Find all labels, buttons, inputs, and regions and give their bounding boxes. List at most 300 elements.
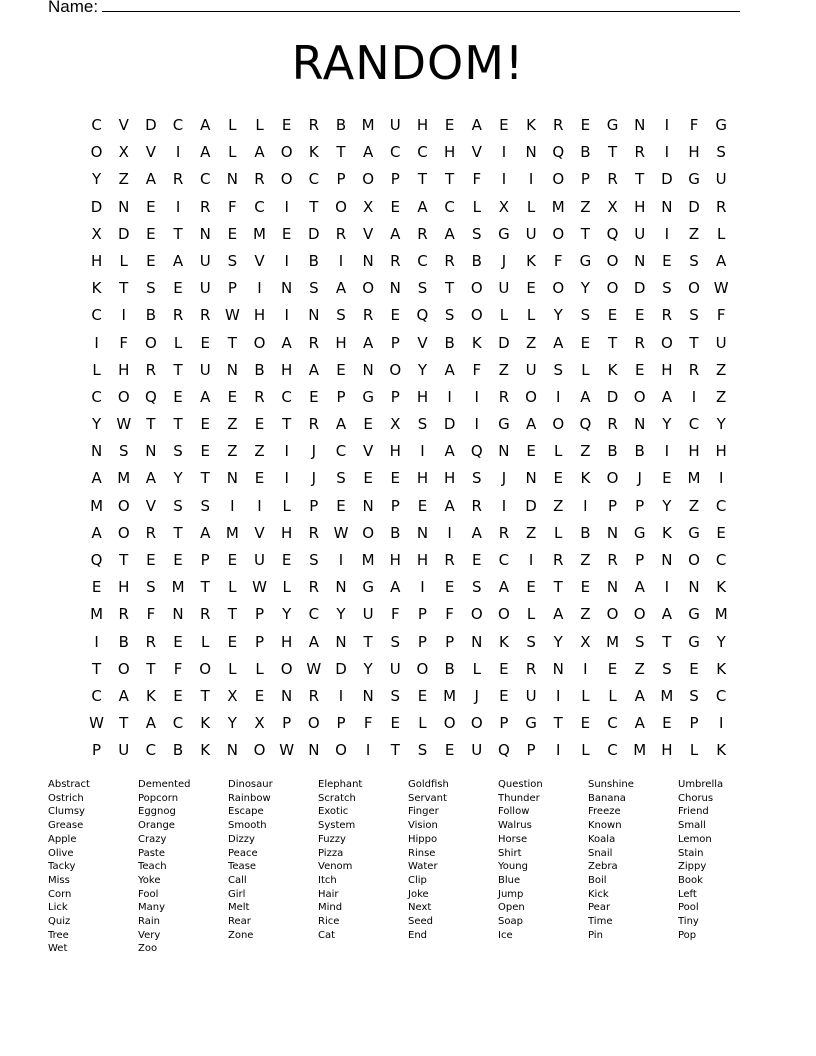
grid-letter[interactable]: E <box>390 714 401 733</box>
grid-letter[interactable]: I <box>691 387 697 406</box>
grid-letter[interactable]: V <box>363 224 374 243</box>
grid-letter[interactable]: T <box>336 143 346 162</box>
grid-letter[interactable]: P <box>282 714 292 733</box>
grid-letter[interactable]: A <box>634 578 645 597</box>
grid-letter[interactable]: B <box>172 741 184 760</box>
grid-letter[interactable]: A <box>634 714 645 733</box>
grid-letter[interactable]: N <box>606 578 619 597</box>
name-field[interactable] <box>48 0 740 17</box>
grid-letter[interactable]: V <box>363 442 374 461</box>
grid-letter[interactable]: C <box>390 143 401 162</box>
grid-letter[interactable]: A <box>471 116 482 134</box>
grid-letter[interactable]: L <box>581 686 590 705</box>
grid-letter[interactable]: K <box>145 686 156 705</box>
grid-letter[interactable]: A <box>444 360 455 379</box>
grid-letter[interactable]: S <box>634 632 645 651</box>
grid-letter[interactable]: D <box>606 387 619 406</box>
grid-letter[interactable]: Q <box>470 442 483 461</box>
grid-letter[interactable]: Z <box>525 523 537 542</box>
grid-letter[interactable]: L <box>472 659 481 678</box>
grid-letter[interactable]: E <box>146 197 156 216</box>
grid-letter[interactable]: V <box>254 251 265 270</box>
grid-letter[interactable]: I <box>230 496 235 515</box>
grid-letter[interactable]: N <box>661 197 673 216</box>
grid-letter[interactable]: P <box>92 741 102 760</box>
grid-letter[interactable]: S <box>472 469 482 488</box>
grid-letter[interactable]: R <box>145 632 157 651</box>
grid-letter[interactable]: O <box>606 605 619 624</box>
grid-letter[interactable]: E <box>390 197 401 216</box>
grid-letter[interactable]: O <box>307 714 320 733</box>
grid-letter[interactable]: E <box>607 659 618 678</box>
grid-letter[interactable]: H <box>416 551 429 569</box>
grid-letter[interactable]: Q <box>90 551 103 569</box>
grid-letter[interactable]: R <box>335 224 347 243</box>
grid-letter[interactable]: U <box>715 333 727 352</box>
grid-letter[interactable]: O <box>280 659 293 678</box>
grid-letter[interactable]: E <box>607 306 618 325</box>
grid-letter[interactable]: L <box>119 251 128 270</box>
grid-letter[interactable]: I <box>338 686 344 705</box>
grid-letter[interactable]: R <box>199 306 211 325</box>
grid-letter[interactable]: S <box>118 442 129 461</box>
grid-letter[interactable]: N <box>226 170 238 189</box>
grid-letter[interactable]: S <box>689 306 699 325</box>
grid-letter[interactable]: V <box>118 116 129 134</box>
grid-letter[interactable]: Z <box>498 360 510 379</box>
grid-letter[interactable]: D <box>117 224 130 243</box>
grid-letter[interactable]: E <box>526 578 536 597</box>
grid-letter[interactable]: E <box>553 469 563 488</box>
grid-letter[interactable]: L <box>255 659 264 678</box>
grid-letter[interactable]: P <box>608 496 618 515</box>
grid-letter[interactable]: O <box>90 143 103 162</box>
grid-letter[interactable]: H <box>661 360 673 379</box>
grid-letter[interactable]: Z <box>716 360 727 379</box>
grid-letter[interactable]: D <box>145 116 157 134</box>
grid-letter[interactable]: O <box>525 387 537 406</box>
grid-letter[interactable]: O <box>470 714 483 733</box>
grid-letter[interactable]: T <box>200 686 210 705</box>
grid-letter[interactable]: I <box>664 224 670 243</box>
grid-letter[interactable]: E <box>336 496 346 515</box>
grid-letter[interactable]: E <box>499 686 509 705</box>
grid-letter[interactable]: S <box>336 306 346 325</box>
grid-letter[interactable]: M <box>551 197 565 216</box>
grid-letter[interactable]: Z <box>580 442 591 461</box>
grid-letter[interactable]: P <box>526 741 536 760</box>
grid-letter[interactable]: R <box>634 143 645 162</box>
grid-letter[interactable]: W <box>252 578 267 597</box>
grid-letter[interactable]: R <box>308 686 320 705</box>
grid-letter[interactable]: E <box>499 659 509 678</box>
grid-letter[interactable]: R <box>362 306 374 325</box>
grid-letter[interactable]: A <box>553 333 564 352</box>
grid-letter[interactable]: A <box>254 143 265 162</box>
grid-letter[interactable]: L <box>716 224 726 243</box>
grid-letter[interactable]: P <box>200 551 210 569</box>
grid-letter[interactable]: S <box>309 279 319 298</box>
grid-letter[interactable]: L <box>499 306 509 325</box>
grid-letter[interactable]: A <box>91 523 102 542</box>
grid-letter[interactable]: I <box>338 251 344 270</box>
grid-letter[interactable]: S <box>472 224 482 243</box>
grid-letter[interactable]: Q <box>498 741 510 760</box>
grid-letter[interactable]: I <box>664 442 670 461</box>
grid-letter[interactable]: A <box>145 714 157 733</box>
grid-letter[interactable]: I <box>528 170 534 189</box>
grid-letter[interactable]: N <box>362 496 374 515</box>
grid-letter[interactable]: A <box>200 523 211 542</box>
grid-letter[interactable]: R <box>607 551 618 569</box>
grid-letter[interactable]: U <box>525 686 537 705</box>
grid-letter[interactable]: R <box>634 333 645 352</box>
grid-letter[interactable]: R <box>661 306 673 325</box>
grid-letter[interactable]: S <box>173 496 183 515</box>
grid-letter[interactable]: E <box>200 442 210 461</box>
grid-letter[interactable]: Z <box>688 496 700 515</box>
grid-letter[interactable]: M <box>687 469 701 488</box>
grid-letter[interactable]: K <box>716 659 727 678</box>
grid-letter[interactable]: M <box>90 605 104 624</box>
grid-letter[interactable]: E <box>526 442 536 461</box>
grid-letter[interactable]: S <box>444 306 455 325</box>
grid-letter[interactable]: A <box>661 387 672 406</box>
grid-letter[interactable]: Q <box>579 415 592 434</box>
grid-letter[interactable]: U <box>389 659 401 678</box>
grid-letter[interactable]: E <box>281 116 292 134</box>
grid-letter[interactable]: S <box>689 686 699 705</box>
grid-letter[interactable]: G <box>688 170 700 189</box>
grid-letter[interactable]: F <box>119 333 129 352</box>
grid-letter[interactable]: T <box>417 170 428 189</box>
grid-letter[interactable]: K <box>716 741 727 760</box>
grid-letter[interactable]: T <box>635 170 645 189</box>
grid-letter[interactable]: E <box>227 387 238 406</box>
grid-letter[interactable]: O <box>606 279 619 298</box>
grid-letter[interactable]: E <box>417 686 428 705</box>
grid-letter[interactable]: O <box>144 333 157 352</box>
grid-letter[interactable]: R <box>145 360 157 379</box>
grid-letter[interactable]: A <box>200 116 211 134</box>
grid-letter[interactable]: A <box>634 686 645 705</box>
grid-letter[interactable]: O <box>443 714 456 733</box>
grid-letter[interactable]: I <box>664 143 670 162</box>
grid-letter[interactable]: L <box>282 578 291 597</box>
grid-letter[interactable]: I <box>284 306 289 325</box>
grid-letter[interactable]: S <box>662 279 672 298</box>
grid-letter[interactable]: O <box>117 387 130 406</box>
grid-letter[interactable]: O <box>362 523 375 542</box>
grid-letter[interactable]: U <box>118 741 130 760</box>
grid-letter[interactable]: I <box>175 197 181 216</box>
grid-letter[interactable]: C <box>308 170 320 189</box>
grid-letter[interactable]: O <box>606 469 619 488</box>
grid-letter[interactable]: D <box>661 170 673 189</box>
grid-letter[interactable]: T <box>173 360 183 379</box>
grid-letter[interactable]: S <box>417 741 428 760</box>
grid-letter[interactable]: R <box>172 170 184 189</box>
grid-letter[interactable]: D <box>525 496 537 515</box>
grid-letter[interactable]: R <box>308 523 320 542</box>
grid-letter[interactable]: T <box>445 170 455 189</box>
grid-letter[interactable]: Z <box>553 496 564 515</box>
grid-letter[interactable]: J <box>501 251 507 270</box>
grid-letter[interactable]: A <box>363 333 374 352</box>
grid-letter[interactable]: V <box>254 523 265 542</box>
grid-letter[interactable]: C <box>688 415 700 434</box>
grid-letter[interactable]: A <box>390 224 401 243</box>
grid-letter[interactable]: J <box>474 686 479 705</box>
grid-letter[interactable]: L <box>581 360 590 379</box>
grid-letter[interactable]: H <box>118 360 130 379</box>
grid-letter[interactable]: K <box>607 360 618 379</box>
grid-letter[interactable]: O <box>389 360 402 379</box>
grid-letter[interactable]: E <box>254 415 265 434</box>
grid-letter[interactable]: S <box>146 279 156 298</box>
grid-letter[interactable]: P <box>254 632 265 651</box>
grid-letter[interactable]: N <box>308 306 320 325</box>
grid-letter[interactable]: H <box>90 251 103 270</box>
grid-letter[interactable]: G <box>579 251 592 270</box>
grid-letter[interactable]: L <box>228 116 237 134</box>
grid-letter[interactable]: F <box>445 605 454 624</box>
grid-letter[interactable]: X <box>607 197 618 216</box>
grid-letter[interactable]: G <box>498 415 510 434</box>
grid-letter[interactable]: A <box>335 415 347 434</box>
grid-letter[interactable]: C <box>91 686 102 705</box>
grid-letter[interactable]: I <box>447 387 452 406</box>
grid-letter[interactable]: O <box>688 279 700 298</box>
grid-letter[interactable]: N <box>335 578 347 597</box>
grid-letter[interactable]: Q <box>416 306 429 325</box>
grid-letter[interactable]: E <box>173 632 183 651</box>
grid-letter[interactable]: R <box>525 659 537 678</box>
grid-letter[interactable]: S <box>200 496 210 515</box>
grid-letter[interactable]: C <box>444 197 455 216</box>
grid-letter[interactable]: T <box>282 415 292 434</box>
grid-letter[interactable]: T <box>309 197 319 216</box>
grid-letter[interactable]: T <box>390 741 400 760</box>
grid-letter[interactable]: H <box>416 469 429 488</box>
grid-letter[interactable]: C <box>254 197 265 216</box>
grid-letter[interactable]: L <box>581 741 590 760</box>
grid-letter[interactable]: N <box>634 415 646 434</box>
grid-letter[interactable]: E <box>634 360 645 379</box>
grid-letter[interactable]: T <box>580 224 590 243</box>
grid-letter[interactable]: D <box>90 197 103 216</box>
grid-letter[interactable]: O <box>660 333 673 352</box>
grid-letter[interactable]: P <box>580 170 590 189</box>
grid-letter[interactable]: T <box>553 578 563 597</box>
grid-letter[interactable]: I <box>284 251 289 270</box>
grid-letter[interactable]: B <box>145 306 157 325</box>
grid-letter[interactable]: Y <box>336 605 346 624</box>
grid-letter[interactable]: E <box>227 632 238 651</box>
grid-letter[interactable]: D <box>308 224 320 243</box>
grid-letter[interactable]: N <box>471 632 483 651</box>
grid-letter[interactable]: O <box>470 306 483 325</box>
grid-letter[interactable]: T <box>91 659 102 678</box>
grid-letter[interactable]: O <box>552 224 565 243</box>
grid-letter[interactable]: O <box>470 279 483 298</box>
grid-letter[interactable]: A <box>145 170 157 189</box>
grid-letter[interactable]: C <box>417 143 428 162</box>
grid-letter[interactable]: E <box>580 714 591 733</box>
grid-letter[interactable]: B <box>308 251 319 270</box>
grid-letter[interactable]: E <box>580 116 591 134</box>
grid-letter[interactable]: T <box>173 415 183 434</box>
grid-letter[interactable]: E <box>309 387 319 406</box>
grid-letter[interactable]: N <box>226 741 238 760</box>
grid-letter[interactable]: E <box>662 714 672 733</box>
grid-letter[interactable]: C <box>281 387 292 406</box>
grid-letter[interactable]: E <box>580 333 591 352</box>
grid-letter[interactable]: R <box>471 496 482 515</box>
grid-letter[interactable]: A <box>172 251 184 270</box>
grid-letter[interactable]: Q <box>552 143 565 162</box>
grid-letter[interactable]: T <box>607 143 618 162</box>
grid-letter[interactable]: J <box>311 469 317 488</box>
grid-letter[interactable]: U <box>199 279 211 298</box>
grid-letter[interactable]: R <box>498 387 510 406</box>
grid-letter[interactable]: C <box>417 251 428 270</box>
grid-letter[interactable]: L <box>554 442 563 461</box>
grid-letter[interactable]: M <box>361 116 375 134</box>
grid-letter[interactable]: E <box>173 686 183 705</box>
grid-letter[interactable]: I <box>284 442 289 461</box>
grid-letter[interactable]: N <box>335 632 347 651</box>
grid-letter[interactable]: R <box>308 415 320 434</box>
grid-letter[interactable]: P <box>336 170 346 189</box>
grid-letter[interactable]: R <box>118 605 129 624</box>
grid-letter[interactable]: S <box>390 686 401 705</box>
grid-letter[interactable]: L <box>472 197 481 216</box>
grid-letter[interactable]: E <box>363 415 373 434</box>
grid-letter[interactable]: N <box>525 143 537 162</box>
grid-letter[interactable]: C <box>498 551 510 569</box>
grid-letter[interactable]: L <box>608 686 617 705</box>
grid-letter[interactable]: H <box>715 442 727 461</box>
grid-letter[interactable]: T <box>200 578 210 597</box>
grid-letter[interactable]: Y <box>716 632 726 651</box>
grid-letter[interactable]: N <box>281 279 293 298</box>
grid-letter[interactable]: S <box>716 143 726 162</box>
grid-letter[interactable]: E <box>173 551 183 569</box>
grid-letter[interactable]: U <box>199 360 211 379</box>
grid-letter[interactable]: C <box>172 714 184 733</box>
grid-letter[interactable]: C <box>607 714 618 733</box>
grid-letter[interactable]: L <box>201 632 210 651</box>
grid-letter[interactable]: X <box>118 143 129 162</box>
grid-letter[interactable]: M <box>90 496 104 515</box>
grid-letter[interactable]: Y <box>662 415 672 434</box>
grid-letter[interactable]: N <box>661 551 673 569</box>
grid-letter[interactable]: Q <box>144 387 157 406</box>
grid-letter[interactable]: N <box>145 442 157 461</box>
grid-letter[interactable]: G <box>362 387 374 406</box>
grid-letter[interactable]: F <box>689 116 699 134</box>
grid-letter[interactable]: R <box>390 251 401 270</box>
grid-letter[interactable]: N <box>688 578 700 597</box>
grid-letter[interactable]: I <box>556 741 561 760</box>
grid-letter[interactable]: N <box>226 360 238 379</box>
grid-letter[interactable]: E <box>390 469 401 488</box>
grid-letter[interactable]: O <box>470 605 483 624</box>
grid-letter[interactable]: G <box>688 605 700 624</box>
grid-letter[interactable]: P <box>336 714 346 733</box>
grid-letter[interactable]: T <box>363 632 373 651</box>
grid-letter[interactable]: U <box>389 116 401 134</box>
grid-letter[interactable]: Z <box>525 333 537 352</box>
grid-letter[interactable]: C <box>715 686 727 705</box>
grid-letter[interactable]: X <box>498 197 510 216</box>
grid-letter[interactable]: I <box>501 143 507 162</box>
grid-letter[interactable]: O <box>552 415 565 434</box>
grid-letter[interactable]: I <box>447 523 452 542</box>
grid-letter[interactable]: G <box>633 523 646 542</box>
grid-letter[interactable]: H <box>443 143 456 162</box>
grid-letter[interactable]: R <box>172 306 184 325</box>
grid-letter[interactable]: R <box>308 333 320 352</box>
grid-letter[interactable]: N <box>226 469 238 488</box>
grid-letter[interactable]: N <box>362 360 374 379</box>
grid-letter[interactable]: N <box>389 279 401 298</box>
grid-letter[interactable]: X <box>363 197 374 216</box>
grid-letter[interactable]: S <box>472 578 482 597</box>
grid-letter[interactable]: L <box>92 360 101 379</box>
grid-letter[interactable]: E <box>689 659 699 678</box>
grid-letter[interactable]: O <box>117 659 130 678</box>
grid-letter[interactable]: J <box>501 469 507 488</box>
grid-letter[interactable]: E <box>146 251 156 270</box>
grid-letter[interactable]: X <box>390 415 401 434</box>
grid-letter[interactable]: E <box>444 116 455 134</box>
grid-letter[interactable]: L <box>689 741 699 760</box>
grid-letter[interactable]: N <box>634 251 646 270</box>
grid-letter[interactable]: P <box>390 170 400 189</box>
grid-letter[interactable]: P <box>309 496 319 515</box>
grid-letter[interactable]: E <box>499 116 509 134</box>
grid-letter[interactable]: S <box>227 251 238 270</box>
grid-letter[interactable]: F <box>472 360 482 379</box>
grid-letter[interactable]: L <box>526 605 536 624</box>
grid-letter[interactable]: I <box>718 469 724 488</box>
grid-letter[interactable]: Y <box>91 415 102 434</box>
grid-letter[interactable]: H <box>443 469 456 488</box>
grid-letter[interactable]: C <box>199 170 211 189</box>
grid-letter[interactable]: I <box>257 496 262 515</box>
grid-letter[interactable]: I <box>664 116 670 134</box>
grid-letter[interactable]: M <box>606 632 620 651</box>
grid-letter[interactable]: D <box>633 279 646 298</box>
grid-letter[interactable]: Z <box>118 170 129 189</box>
grid-letter[interactable]: A <box>471 523 482 542</box>
grid-letter[interactable]: E <box>173 279 183 298</box>
grid-letter[interactable]: N <box>362 251 374 270</box>
grid-letter[interactable]: H <box>281 360 293 379</box>
grid-letter[interactable]: I <box>175 143 181 162</box>
grid-letter[interactable]: K <box>716 578 727 597</box>
grid-letter[interactable]: X <box>91 224 102 243</box>
grid-letter[interactable]: B <box>471 251 482 270</box>
grid-letter[interactable]: U <box>634 224 646 243</box>
grid-letter[interactable]: G <box>525 714 537 733</box>
grid-letter[interactable]: W <box>279 741 295 760</box>
grid-letter[interactable]: S <box>662 659 672 678</box>
grid-letter[interactable]: H <box>335 333 347 352</box>
grid-letter[interactable]: E <box>526 279 536 298</box>
